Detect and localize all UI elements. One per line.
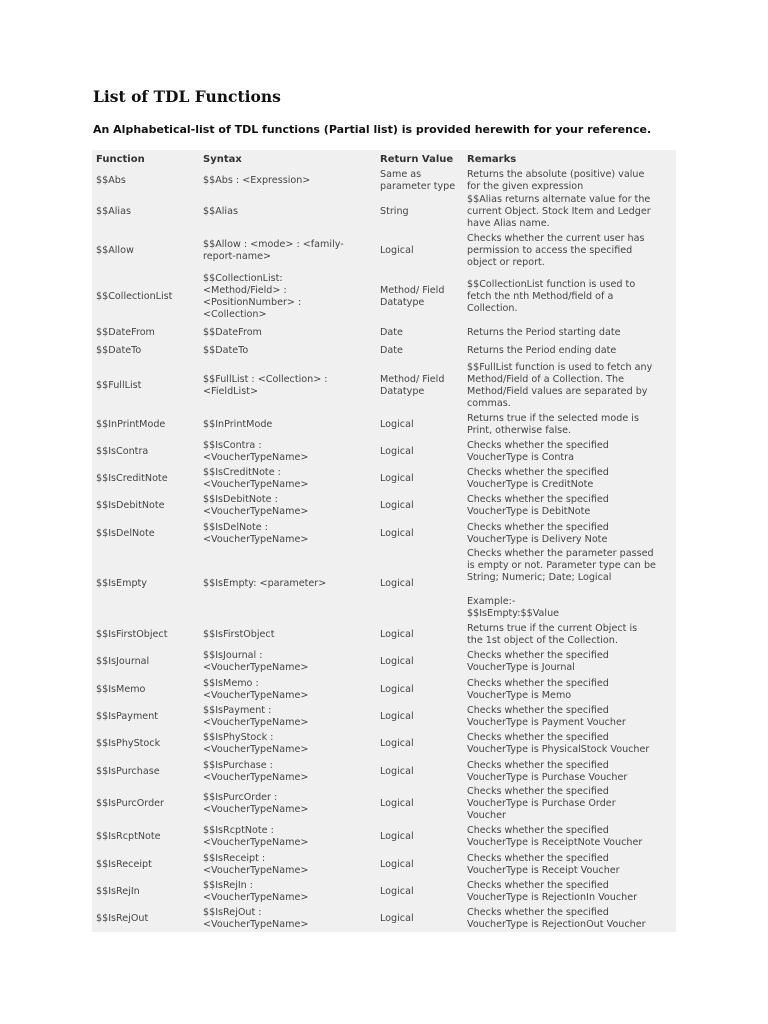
return-value-cell-line: Logical (380, 628, 414, 640)
syntax-cell-line: <VoucherTypeName> (203, 478, 309, 490)
table-row (92, 465, 676, 492)
syntax-cell (199, 193, 376, 231)
syntax-cell-line: $$FullList : <Collection> : (203, 373, 328, 385)
remarks-cell-line: Checks whether the specified (467, 906, 609, 918)
remarks-cell-line: Checks whether the specified (467, 852, 609, 864)
function-cell: $$IsDelNote (96, 527, 155, 539)
syntax-cell-line: <VoucherTypeName> (203, 891, 309, 903)
remarks-cell-line: VoucherType is RejectionOut Voucher (467, 918, 646, 930)
table-row (92, 676, 676, 703)
remarks-cell-line: VoucherType is Purchase Voucher (467, 771, 628, 783)
remarks-cell-line: Checks whether the specified (467, 759, 609, 771)
return-value-cell-line: Method/ Field (380, 373, 445, 385)
remarks-cell (463, 730, 676, 758)
remarks-cell-line: Returns the Period starting date (467, 327, 621, 338)
remarks-cell (463, 324, 676, 342)
syntax-cell (199, 547, 376, 621)
return-value-cell-line: Logical (380, 710, 414, 722)
syntax-cell (199, 851, 376, 878)
function-cell: $$IsFirstObject (96, 628, 168, 640)
function-cell: $$DateFrom (96, 327, 155, 338)
remarks-cell (463, 270, 676, 324)
syntax-cell (199, 168, 376, 193)
syntax-cell-line: $$IsReceipt : (203, 852, 266, 864)
syntax-cell-line: $$IsCreditNote : (203, 466, 281, 478)
table-row (92, 648, 676, 676)
function-cell: $$IsMemo (96, 683, 146, 695)
return-value-cell (376, 438, 463, 465)
table-row (92, 270, 676, 324)
return-value-cell-line: Logical (380, 656, 414, 667)
table-row (92, 878, 676, 905)
return-value-cell (376, 730, 463, 758)
table-row (92, 905, 676, 932)
table-row (92, 823, 676, 851)
table-row (92, 324, 676, 342)
column-header-function: Function (96, 153, 145, 165)
remarks-cell (463, 878, 676, 905)
syntax-cell-line: <VoucherTypeName> (203, 506, 309, 517)
syntax-cell-line: report-name> (203, 250, 272, 262)
remarks-cell-line: Returns true if the selected mode is (467, 412, 639, 424)
remarks-cell-line: the 1st object of the Collection. (467, 634, 618, 646)
return-value-cell-line: Logical (380, 527, 414, 539)
syntax-cell-line: $$IsRejIn : (203, 879, 254, 891)
syntax-cell (199, 342, 376, 360)
syntax-cell (199, 878, 376, 905)
return-value-cell (376, 342, 463, 360)
syntax-cell (199, 360, 376, 411)
remarks-cell-line: VoucherType is PhysicalStock Voucher (467, 744, 650, 755)
table-header-row (92, 150, 676, 168)
return-value-cell (376, 648, 463, 676)
syntax-cell-line: $$IsDebitNote : (203, 494, 278, 505)
remarks-cell-line: VoucherType is Journal (467, 662, 575, 673)
remarks-cell (463, 785, 676, 823)
remarks-cell-line: fetch the nth Method/field of a (467, 291, 614, 302)
syntax-cell (199, 785, 376, 823)
remarks-cell-line: Method/Field of a Collection. The (467, 373, 625, 385)
remarks-cell (463, 520, 676, 547)
remarks-cell-line: $$Alias returns alternate value for the (467, 194, 651, 205)
remarks-cell-line: $$FullList function is used to fetch any (467, 361, 653, 373)
remarks-cell-line: VoucherType is RejectionIn Voucher (467, 891, 638, 903)
remarks-cell (463, 621, 676, 648)
remarks-cell-line: have Alias name. (467, 218, 550, 229)
syntax-cell-line: $$IsPhyStock : (203, 732, 274, 743)
remarks-cell-line: Checks whether the specified (467, 704, 609, 716)
return-value-cell-line: Logical (380, 683, 414, 695)
function-cell: $$Allow (96, 244, 134, 256)
syntax-cell-line: $$IsRcptNote : (203, 825, 274, 836)
return-value-cell (376, 676, 463, 703)
return-value-cell (376, 520, 463, 547)
remarks-cell-line: VoucherType is Payment Voucher (467, 716, 626, 728)
syntax-cell-line: $$IsPurchase : (203, 759, 273, 771)
remarks-cell-line: Returns true if the current Object is (467, 622, 638, 634)
remarks-cell (463, 851, 676, 878)
return-value-cell (376, 492, 463, 520)
function-cell: $$IsEmpty (96, 578, 147, 589)
syntax-cell-line: $$CollectionList: (203, 273, 283, 284)
table-row (92, 520, 676, 547)
syntax-cell-line: $$IsPurcOrder : (203, 792, 278, 803)
syntax-cell (199, 758, 376, 785)
syntax-cell-line: $$IsJournal : (203, 650, 263, 661)
remarks-cell (463, 411, 676, 438)
return-value-cell-line: Logical (380, 418, 414, 430)
return-value-cell (376, 703, 463, 730)
syntax-cell (199, 465, 376, 492)
remarks-cell-line: Checks whether the specified (467, 786, 609, 797)
syntax-cell (199, 231, 376, 270)
syntax-cell-line: $$IsRejOut : (203, 906, 262, 918)
syntax-cell-line: $$IsEmpty: <parameter> (203, 578, 327, 589)
remarks-cell-line: String; Numeric; Date; Logical (467, 572, 612, 583)
syntax-cell-line: $$Allow : <mode> : <family- (203, 238, 344, 250)
function-cell: $$IsRejIn (96, 885, 140, 897)
function-cell: $$IsPurcOrder (96, 798, 165, 809)
return-value-cell (376, 547, 463, 621)
column-header-remarks: Remarks (467, 153, 517, 165)
return-value-cell-line: Logical (380, 472, 414, 484)
function-cell: $$DateTo (96, 345, 142, 356)
remarks-cell-line: permission to access the specified (467, 244, 633, 256)
remarks-cell-line: Checks whether the parameter passed (467, 548, 654, 559)
function-cell: $$Alias (96, 206, 131, 217)
table-row (92, 547, 676, 621)
syntax-cell-line: <VoucherTypeName> (203, 662, 309, 673)
remarks-cell (463, 676, 676, 703)
syntax-cell (199, 676, 376, 703)
remarks-cell-line: object or report. (467, 256, 545, 268)
return-value-cell-line: Logical (380, 798, 414, 809)
return-value-cell-line: Logical (380, 578, 414, 589)
remarks-cell (463, 193, 676, 231)
remarks-cell-line: Checks whether the current user has (467, 232, 645, 244)
syntax-cell-line: <Collection> (203, 309, 267, 320)
table-row (92, 411, 676, 438)
return-value-cell (376, 411, 463, 438)
return-value-cell (376, 905, 463, 932)
return-value-cell-line: String (380, 206, 409, 217)
syntax-cell (199, 648, 376, 676)
return-value-cell-line: Logical (380, 445, 414, 457)
return-value-cell-line: Logical (380, 500, 414, 511)
syntax-cell-line: $$InPrintMode (203, 418, 273, 430)
syntax-cell-line: <VoucherTypeName> (203, 716, 309, 728)
remarks-cell-line: VoucherType is CreditNote (467, 478, 594, 490)
remarks-cell-line: is empty or not. Parameter type can be (467, 560, 656, 571)
remarks-cell-line: Checks whether the specified (467, 879, 609, 891)
return-value-cell-line: Logical (380, 885, 414, 897)
return-value-cell (376, 231, 463, 270)
remarks-cell-line: VoucherType is ReceiptNote Voucher (467, 837, 643, 848)
function-cell: $$CollectionList (96, 291, 173, 302)
functions-table (92, 150, 676, 932)
remarks-cell (463, 905, 676, 932)
remarks-cell (463, 231, 676, 270)
remarks-cell (463, 465, 676, 492)
syntax-cell-line: <VoucherTypeName> (203, 864, 309, 876)
remarks-cell-line: Print, otherwise false. (467, 424, 572, 436)
syntax-cell-line: <VoucherTypeName> (203, 689, 309, 701)
function-cell: $$IsJournal (96, 656, 150, 667)
remarks-cell (463, 703, 676, 730)
remarks-cell (463, 438, 676, 465)
return-value-cell (376, 465, 463, 492)
function-cell: $$IsPayment (96, 710, 159, 722)
function-cell: $$InPrintMode (96, 418, 166, 430)
table-row (92, 730, 676, 758)
return-value-cell (376, 851, 463, 878)
syntax-cell (199, 492, 376, 520)
syntax-cell (199, 411, 376, 438)
syntax-cell-line: <PositionNumber> : (203, 297, 302, 308)
function-cell: $$IsRejOut (96, 912, 149, 924)
syntax-cell-line: $$Abs : <Expression> (203, 174, 311, 186)
remarks-cell (463, 342, 676, 360)
return-value-cell-line: Logical (380, 765, 414, 777)
return-value-cell (376, 878, 463, 905)
table-row (92, 360, 676, 411)
return-value-cell-line: Logical (380, 858, 414, 870)
table-row (92, 231, 676, 270)
function-cell: $$IsPurchase (96, 765, 160, 777)
syntax-cell (199, 520, 376, 547)
syntax-cell (199, 730, 376, 758)
syntax-cell-line: <VoucherTypeName> (203, 918, 309, 930)
syntax-cell (199, 270, 376, 324)
remarks-example-line: Example:- (467, 596, 516, 607)
return-value-cell (376, 360, 463, 411)
table-row (92, 785, 676, 823)
column-header-syntax: Syntax (203, 153, 242, 165)
table-row (92, 851, 676, 878)
remarks-cell (463, 648, 676, 676)
syntax-cell-line: $$IsPayment : (203, 704, 272, 716)
table-row (92, 621, 676, 648)
remarks-cell-line: commas. (467, 397, 511, 409)
remarks-cell-line: $$CollectionList function is used to (467, 279, 636, 290)
syntax-cell-line: <VoucherTypeName> (203, 804, 309, 815)
remarks-cell-line: Checks whether the specified (467, 466, 609, 478)
function-cell: $$IsDebitNote (96, 500, 165, 511)
syntax-cell-line: $$DateTo (203, 345, 249, 356)
function-cell: $$Abs (96, 174, 126, 186)
remarks-cell-line: Checks whether the specified (467, 521, 609, 533)
table-row (92, 492, 676, 520)
table-row (92, 703, 676, 730)
table-row (92, 438, 676, 465)
remarks-cell-line: Voucher (467, 810, 506, 821)
return-value-cell-line: Method/ Field (380, 285, 445, 296)
remarks-cell-line: Checks whether the specified (467, 650, 609, 661)
syntax-cell (199, 823, 376, 851)
remarks-cell-line: VoucherType is Receipt Voucher (467, 864, 620, 876)
syntax-cell-line: $$IsContra : (203, 439, 262, 451)
remarks-cell-line: VoucherType is Delivery Note (467, 533, 608, 545)
return-value-cell (376, 785, 463, 823)
table-body (92, 168, 676, 932)
function-cell: $$IsContra (96, 445, 149, 457)
syntax-cell-line: $$DateFrom (203, 327, 262, 338)
remarks-cell (463, 547, 676, 621)
return-value-cell (376, 193, 463, 231)
table-row (92, 758, 676, 785)
table-row (92, 193, 676, 231)
remarks-cell (463, 492, 676, 520)
syntax-cell (199, 621, 376, 648)
remarks-cell-line: Checks whether the specified (467, 825, 609, 836)
remarks-cell-line: current Object. Stock Item and Ledger (467, 206, 651, 217)
remarks-example-line: $$IsEmpty:$$Value (467, 608, 560, 619)
remarks-cell-line: VoucherType is Contra (467, 451, 575, 463)
return-value-cell-line: Date (380, 327, 403, 338)
remarks-cell-line: for the given expression (467, 180, 584, 192)
remarks-cell-line: Returns the absolute (positive) value (467, 168, 645, 180)
return-value-cell-line: Logical (380, 912, 414, 924)
syntax-cell-line: <VoucherTypeName> (203, 451, 309, 463)
return-value-cell (376, 823, 463, 851)
column-header-return-value: Return Value (380, 153, 454, 165)
return-value-cell (376, 621, 463, 648)
page-title: List of TDL Functions (93, 87, 281, 106)
remarks-cell (463, 823, 676, 851)
syntax-cell (199, 905, 376, 932)
syntax-cell-line: $$IsFirstObject (203, 628, 275, 640)
remarks-cell-line: VoucherType is DebitNote (467, 506, 591, 517)
return-value-cell-line: Same as (380, 168, 422, 180)
function-cell: $$IsReceipt (96, 858, 152, 870)
syntax-cell-line: <Method/Field> : (203, 285, 287, 296)
remarks-cell-line: VoucherType is Purchase Order (467, 798, 616, 809)
return-value-cell (376, 168, 463, 193)
function-cell: $$FullList (96, 379, 142, 391)
syntax-cell-line: $$IsMemo : (203, 677, 259, 689)
intro-text: An Alphabetical-list of TDL functions (Partial list) is provided herewith for your reference. (93, 123, 652, 136)
remarks-cell-line: Method/Field values are separated by (467, 385, 648, 397)
remarks-cell-line: Collection. (467, 303, 518, 314)
remarks-cell (463, 360, 676, 411)
syntax-cell-line: $$IsDelNote : (203, 521, 268, 533)
remarks-cell-line: Checks whether the specified (467, 439, 609, 451)
syntax-cell-line: <VoucherTypeName> (203, 771, 309, 783)
remarks-cell-line: VoucherType is Memo (467, 689, 572, 701)
remarks-cell-line: Checks whether the specified (467, 732, 609, 743)
remarks-cell-line: Checks whether the specified (467, 494, 609, 505)
table-row (92, 168, 676, 193)
return-value-cell-line: Datatype (380, 297, 425, 308)
function-cell: $$IsPhyStock (96, 738, 161, 749)
syntax-cell (199, 703, 376, 730)
return-value-cell-line: Datatype (380, 385, 425, 397)
syntax-cell-line: <VoucherTypeName> (203, 533, 309, 545)
remarks-cell (463, 168, 676, 193)
remarks-cell-line: Returns the Period ending date (467, 345, 617, 356)
syntax-cell (199, 324, 376, 342)
syntax-cell-line: <FieldList> (203, 385, 258, 397)
return-value-cell-line: Logical (380, 738, 414, 749)
syntax-cell-line: $$Alias (203, 206, 238, 217)
syntax-cell-line: <VoucherTypeName> (203, 744, 309, 755)
functions-table-container (92, 150, 676, 932)
remarks-cell (463, 758, 676, 785)
return-value-cell-line: Logical (380, 831, 414, 842)
return-value-cell-line: parameter type (380, 180, 456, 192)
table-row (92, 342, 676, 360)
remarks-cell-line: Checks whether the specified (467, 677, 609, 689)
return-value-cell (376, 324, 463, 342)
return-value-cell-line: Date (380, 345, 403, 356)
return-value-cell (376, 758, 463, 785)
return-value-cell-line: Logical (380, 244, 414, 256)
return-value-cell (376, 270, 463, 324)
syntax-cell (199, 438, 376, 465)
function-cell: $$IsRcptNote (96, 831, 161, 842)
syntax-cell-line: <VoucherTypeName> (203, 837, 309, 848)
function-cell: $$IsCreditNote (96, 472, 168, 484)
